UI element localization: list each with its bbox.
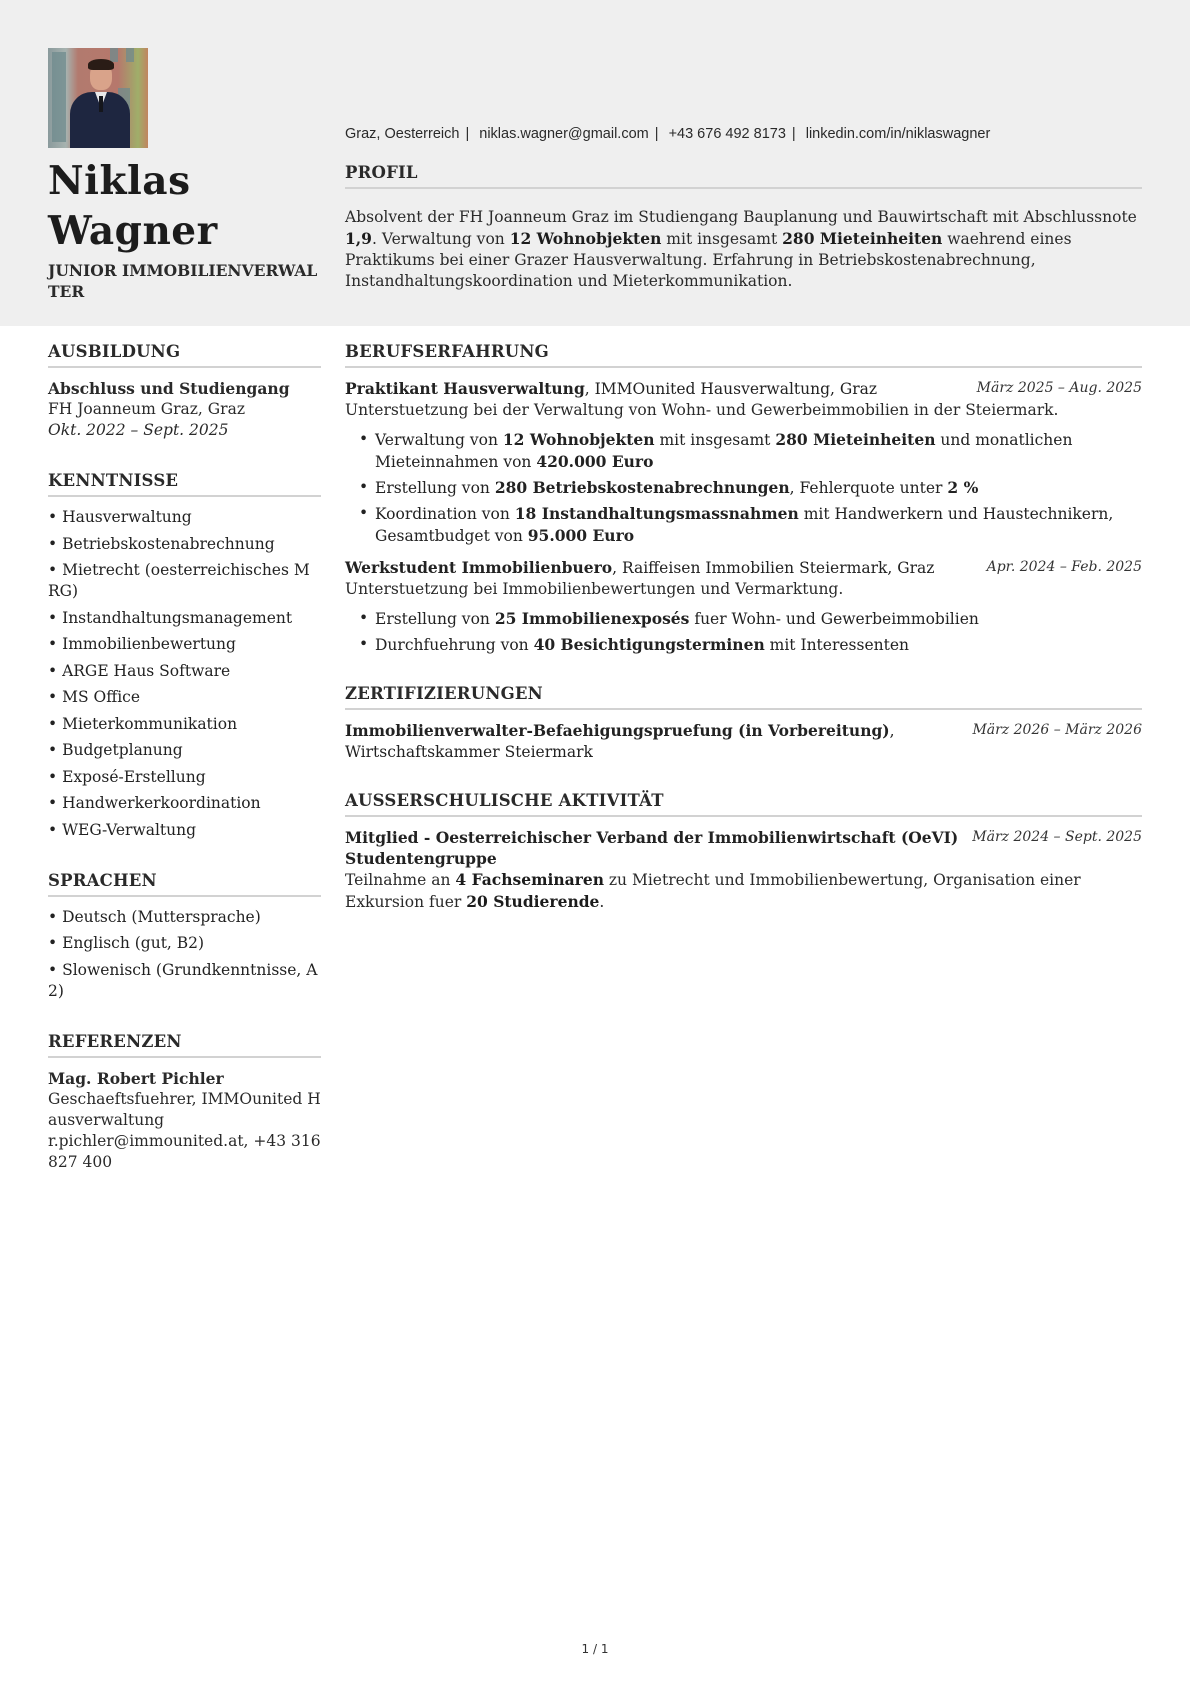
job-header [345, 557, 1142, 579]
list-item: • Mietrecht (oesterreichisches MRG) [48, 561, 310, 600]
activity-dates: März 2024 – Sept. 2025 [972, 829, 1142, 845]
list-item: • Slowenisch (Grundkenntnisse, A2) [48, 960, 318, 1000]
references-section [48, 1032, 321, 1173]
highlight-text: 12 Wohnobjekten [509, 229, 662, 248]
contact-line [345, 126, 1145, 142]
job-bullet [345, 608, 1142, 630]
job-summary: Unterstuetzung bei der Verwaltung von Wohn- und Gewerbeimmobilien in der Steiermark. [345, 401, 1059, 419]
text-run: . [599, 893, 605, 911]
reference-name: Mag. Robert Pichler [48, 1068, 224, 1088]
bullet-icon: • [359, 478, 369, 496]
photo-hair [88, 59, 114, 70]
reference-role: Geschaeftsfuehrer, IMMOunited Hausverwaltung [48, 1089, 321, 1129]
contact-separator: | [654, 126, 659, 142]
list-item: • Instandhaltungsmanagement [48, 608, 293, 627]
list-item: • Budgetplanung [48, 741, 183, 759]
highlight-text: 280 Mieteinheiten [775, 430, 936, 449]
list-item: • Hausverwaltung [48, 508, 192, 526]
certification-what [345, 720, 972, 763]
highlight-text: 420.000 Euro [536, 452, 654, 471]
section-title-profile: PROFIL [345, 163, 1142, 189]
activities-section [345, 791, 1142, 913]
experience-section [345, 342, 1142, 656]
job-company: , Raiffeisen Immobilien Steiermark, Graz [612, 559, 935, 577]
text-run: mit Interessenten [764, 636, 909, 654]
activity-entry [345, 827, 1142, 869]
list-item: • ARGE Haus Software [48, 661, 231, 680]
list-item: • Betriebskostenabrechnung [48, 534, 275, 553]
list-item: • Immobilienbewertung [48, 635, 236, 653]
bullet-icon: • [359, 504, 369, 522]
job-summary: Unterstuetzung bei Immobilienbewertungen und Vermarktung. [345, 580, 844, 598]
text-run: fuer Wohn- und Gewerbeimmobilien [689, 610, 979, 628]
education-school: FH Joanneum Graz, Graz [48, 400, 245, 418]
certifications-section [345, 684, 1142, 763]
job-company: , IMMOunited Hausverwaltung, Graz [584, 380, 878, 398]
contact-location: Graz, Oesterreich [345, 126, 460, 142]
first-name: Niklas [48, 158, 191, 204]
job-title [48, 260, 318, 302]
job-title-line [345, 557, 987, 579]
left-column [48, 342, 321, 1203]
education-dates: Okt. 2022 – Sept. 2025 [48, 421, 229, 439]
profile-section [345, 163, 1142, 292]
job-bullet [345, 429, 1142, 473]
text-run: waehrend eines Praktikums bei einer Grazer Hausverwaltung. Erfahrung in Betriebskostenabrechnung, Instandhaltungskoordination und Mieterkommunikation. [345, 230, 1072, 290]
job-position: Werkstudent Immobilienbuero [345, 558, 613, 577]
job-bullet [345, 477, 1142, 499]
job-title-text: JUNIOR IMMOBILIENVERWALTER [48, 261, 318, 301]
list-item: • Handwerkerkoordination [48, 794, 261, 812]
job-position: Praktikant Hausverwaltung [345, 379, 585, 398]
highlight-text: 12 Wohnobjekten [502, 430, 655, 449]
page-number: 1 / 1 [581, 1642, 609, 1656]
job-bullets [345, 429, 1142, 547]
text-run: Absolvent der FH Joanneum Graz im Studiengang Bauplanung und Bauwirtschaft mit Abschlussnote [345, 208, 1137, 226]
text-run: Erstellung von [375, 610, 495, 628]
text-run: Koordination von [375, 505, 515, 523]
bullet-icon: • [359, 635, 369, 653]
education-degree: Abschluss und Studiengang [48, 379, 290, 398]
right-column [345, 342, 1142, 941]
contact-phone[interactable]: +43 676 492 8173 [668, 126, 786, 142]
text-run: mit Handwerkern und Haustechnikern, Gesamtbudget von [375, 505, 1114, 545]
list-item: • Deutsch (Muttersprache) [48, 907, 261, 926]
certification-dates: März 2026 – März 2026 [972, 722, 1142, 738]
highlight-text: 1,9 [345, 229, 372, 248]
education-section [48, 342, 321, 441]
highlight-text: 4 Fachseminaren [455, 870, 604, 889]
text-run: Teilnahme an [345, 871, 456, 889]
activity-name: Mitglied - Oesterreichischer Verband der Immobilienwirtschaft (OeVI) Studentengruppe [345, 828, 959, 868]
highlight-text: 40 Besichtigungsterminen [533, 635, 765, 654]
list-item: • Exposé-Erstellung [48, 767, 206, 786]
text-run: . Verwaltung von [371, 230, 510, 248]
section-title-languages: SPRACHEN [48, 871, 321, 897]
languages-section [48, 871, 321, 1002]
certification-name: Immobilienverwalter-Befaehigungspruefung (in Vorbereitung) [345, 721, 890, 740]
section-title-activities: AUSSERSCHULISCHE AKTIVITÄT [345, 791, 1142, 817]
text-run: mit insgesamt [654, 431, 776, 449]
certification-entry [345, 720, 1142, 763]
text-run: Durchfuehrung von [375, 636, 534, 654]
section-title-experience: BERUFSERFAHRUNG [345, 342, 1142, 368]
job-entry [345, 378, 1142, 547]
highlight-text: 280 Mieteinheiten [782, 229, 943, 248]
highlight-text: 2 % [947, 478, 979, 497]
highlight-text: 95.000 Euro [527, 526, 635, 545]
certification-issuer: , Wirtschaftskammer Steiermark [345, 722, 895, 761]
candidate-name [48, 156, 318, 256]
list-item: • Englisch (gut, B2) [48, 934, 205, 952]
contact-linkedin[interactable]: linkedin.com/in/niklaswagner [805, 126, 991, 142]
text-run: mit insgesamt [661, 230, 783, 248]
job-bullet [345, 503, 1142, 547]
contact-email[interactable]: niklas.wagner@gmail.com [479, 126, 649, 142]
text-run: Verwaltung von [375, 431, 503, 449]
skills-list [48, 507, 321, 841]
contact-separator: | [465, 126, 470, 142]
text-run: zu Mietrecht und Immobilienbewertung, Organisation einer Exkursion fuer [345, 871, 1081, 911]
list-item: • Mieterkommunikation [48, 714, 238, 733]
job-title-line [345, 378, 977, 400]
text-run: Erstellung von [375, 479, 495, 497]
languages-list [48, 907, 321, 1002]
text-run: und monatlichen Mieteinnahmen von [375, 431, 1073, 471]
bullet-icon: • [359, 609, 369, 627]
job-bullet [345, 634, 1142, 656]
highlight-text: 18 Instandhaltungsmassnahmen [514, 504, 799, 523]
job-bullets [345, 608, 1142, 656]
job-header [345, 378, 1142, 400]
bullet-icon: • [359, 430, 369, 448]
activity-description [345, 869, 1142, 913]
list-item: • WEG-Verwaltung [48, 820, 197, 839]
section-title-references: REFERENZEN [48, 1032, 321, 1058]
section-title-skills: KENNTNISSE [48, 471, 321, 497]
reference-contact: r.pichler@immounited.at, +43 316 827 400 [48, 1131, 321, 1171]
photo-tie [99, 96, 103, 112]
job-dates: Apr. 2024 – Feb. 2025 [986, 559, 1142, 575]
section-title-education: AUSBILDUNG [48, 342, 321, 368]
profile-photo [48, 48, 148, 148]
experience-list [345, 378, 1142, 656]
highlight-text: 280 Betriebskostenabrechnungen [494, 478, 790, 497]
text-run: , Fehlerquote unter [789, 479, 948, 497]
highlight-text: 25 Immobilienexposés [494, 609, 690, 628]
last-name: Wagner [48, 208, 218, 254]
highlight-text: 20 Studierende [466, 892, 600, 911]
job-entry [345, 557, 1142, 656]
list-item: • MS Office [48, 688, 141, 706]
profile-text [345, 207, 1142, 292]
section-title-certifications: ZERTIFIZIERUNGEN [345, 684, 1142, 710]
contact-separator: | [791, 126, 796, 142]
job-dates: März 2025 – Aug. 2025 [976, 380, 1142, 396]
skills-section [48, 471, 321, 841]
